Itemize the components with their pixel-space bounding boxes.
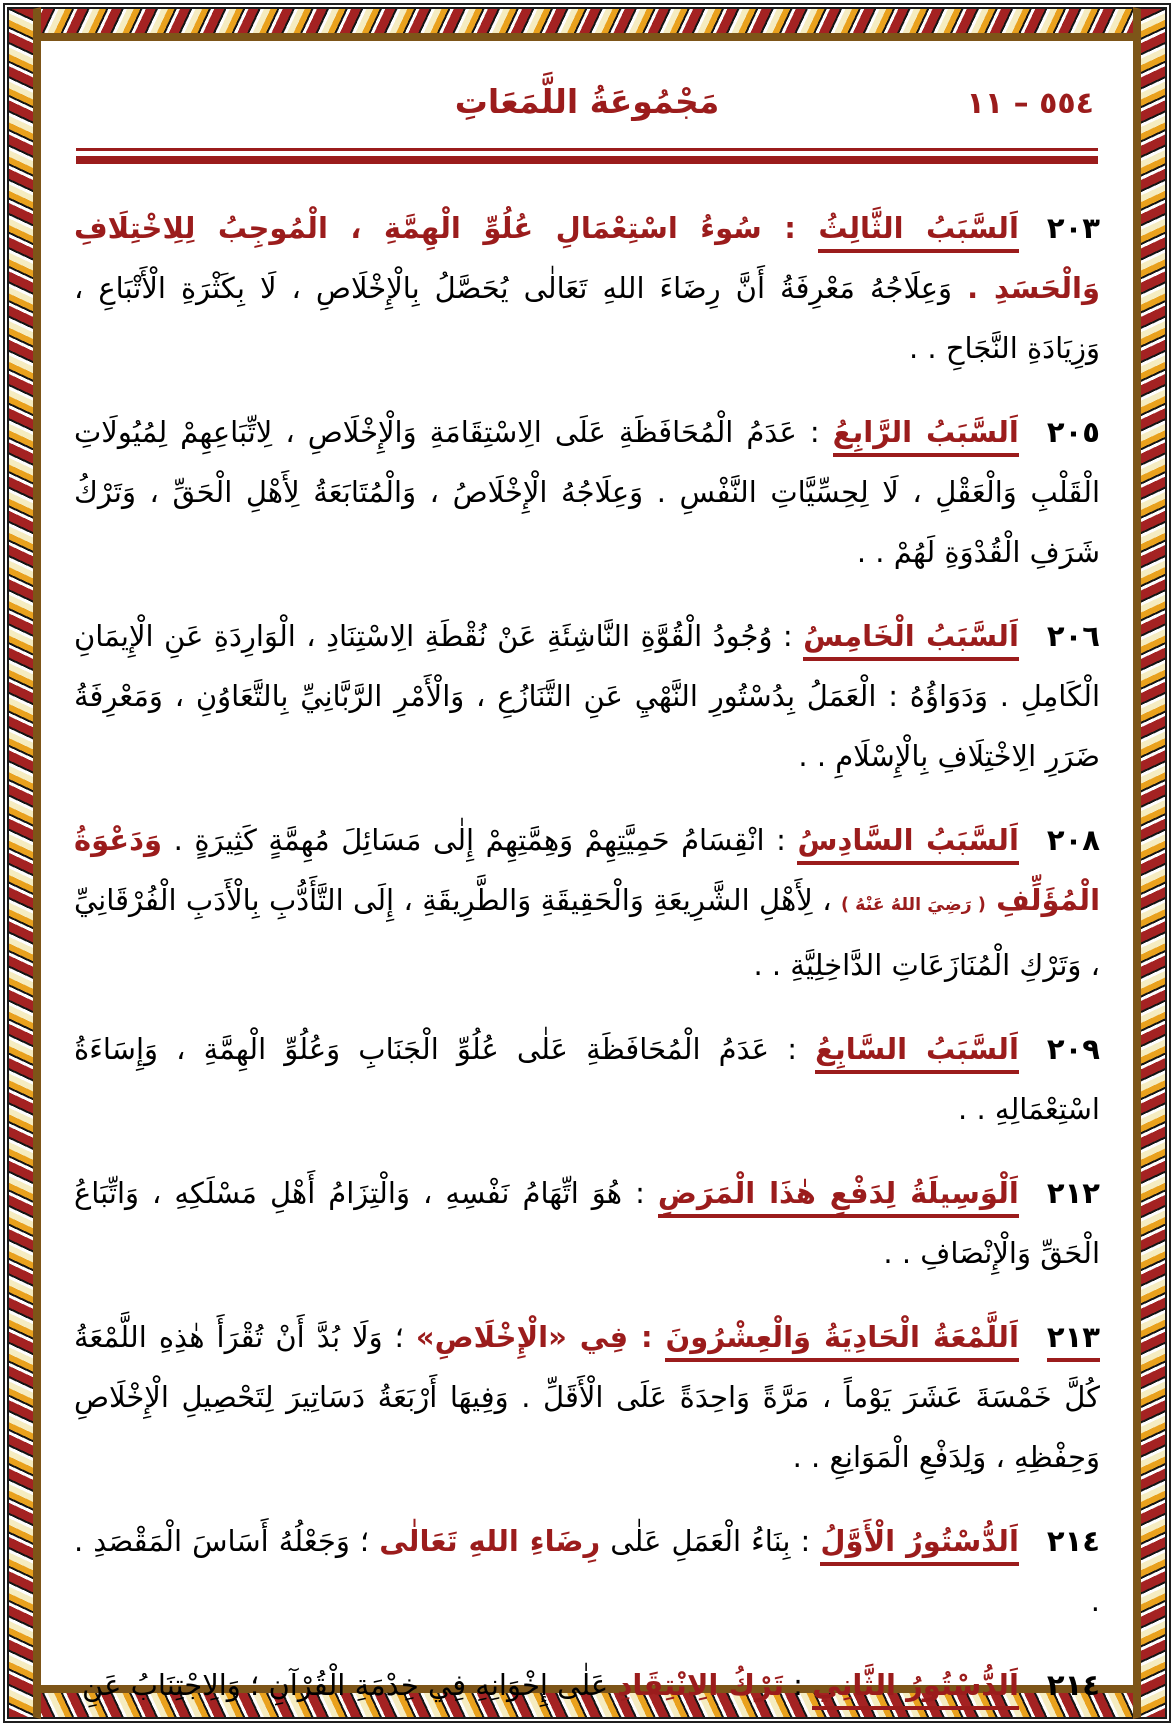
entry-205 [74,402,1100,582]
border-top-ornament [7,7,1167,41]
body-text: : هُوَ اتِّهَامُ نَفْسِهِ ، وَالْتِزَامُ أَهْلِ مَسْلَكِهِ ، وَاتِّبَاعُ الْحَقِّ وَالْإِنْصَافِ . . [74,1176,1100,1270]
border-right-ornament [1133,7,1167,1719]
body-text: : بِنَاءُ الْعَمَلِ عَلٰى [600,1524,821,1558]
entry-number: ٢٠٥ [1046,415,1100,449]
page-content [50,48,1124,1702]
section-heading: اَلسَّبَبُ السَّادِسُ [797,823,1018,865]
entry-208 [74,810,1100,995]
red-phrase: تَرْكُ الِانْتِقَادِ [617,1668,784,1702]
body-text: ؛ وَلَا بُدَّ أَنْ تُقْرَأَ هٰذِهِ اللَّمْعَةُ كُلَّ خَمْسَةَ عَشَرَ يَوْماً ، مَرَّةً وَاحِدَةً عَلَى الْأَقَلِّ . وَفِيهَا أَرْبَعَةُ دَسَاتِيرَ لِتَحْصِيلِ الْإِخْلَاصِ وَحِفْظِهِ ، وَلِدَفْعِ الْمَوَانِعِ . . [74,1320,1100,1474]
entry-number: ٢٠٩ [1046,1032,1100,1066]
body-text: : [783,1668,813,1702]
entry-209 [74,1019,1100,1139]
entry-number: ٢١٢ [1046,1176,1100,1210]
border-left-ornament [7,7,41,1719]
author-honorific-seal: ( رَضِيَ اللهُ عَنْهُ ) [840,895,986,915]
section-heading: اَلسَّبَبُ الرَّابِعُ [833,415,1019,457]
red-phrase: رِضَاءِ اللهِ تَعَالٰى [379,1524,601,1558]
heading-tail-red: : فِي «الْإِخْلَاصِ» [415,1320,666,1354]
entry-number: ٢١٤ [1046,1524,1100,1558]
entry-214-second [74,1655,1100,1715]
body-text: عَلٰى إِخْوَانِهِ فِي خِدْمَةِ الْقُرْآنِ ؛ وَالِاجْتِنَابُ عَنِ [82,1668,618,1702]
entry-number: ٢٠٦ [1046,619,1100,653]
page-header [74,78,1100,134]
entry-206 [74,606,1100,786]
entry-number: ٢١٤ [1046,1668,1100,1702]
body-text: : وُجُودُ الْقُوَّةِ النَّاشِئَةِ عَنْ نُقْطَةِ الِاسْتِنَادِ ، الْوَارِدَةِ عَنِ الْإِيمَانِ الْكَامِلِ . وَدَوَاؤُهُ : الْعَمَلُ بِدُسْتُورِ النَّهْيِ عَنِ التَّنَازُعِ ، وَالْأَمْرِ الرَّبَّانِيِّ بِالتَّعَاوُنِ ، وَمَعْرِفَةُ ضَرَرِ الِاخْتِلَافِ بِالْإِسْلَامِ . . [74,619,1100,773]
section-heading: اَلسَّبَبُ السَّابِعُ [815,1032,1019,1074]
entry-213 [74,1307,1100,1487]
body-text: وَعِلَاجُهُ مَعْرِفَةُ أَنَّ رِضَاءَ اللهِ تَعَالٰى يُحَصَّلُ بِالْإِخْلَاصِ ، لَا بِكَثْرَةِ الْأَتْبَاعِ ، وَزِيَادَةِ النَّجَاحِ . . [74,271,1100,365]
body-text: ، لِأَهْلِ الشَّرِيعَةِ وَالْحَقِيقَةِ وَالطَّرِيقَةِ ، إِلَى التَّأَدُّبِ بِالْأَدَبِ الْفُرْقَانِيِّ ، وَتَرْكِ الْمُنَازَعَاتِ الدَّاخِلِيَّةِ . . [74,883,1100,982]
entry-203 [74,198,1100,378]
entry-number: ٢١٣ [1047,1320,1100,1362]
section-heading: اَلسَّبَبُ الْخَامِسُ [803,619,1019,661]
section-heading: اَللَّمْعَةُ الْحَادِيَةُ وَالْعِشْرُونَ [665,1320,1018,1362]
entry-214-first [74,1511,1100,1631]
body-text: : عَدَمُ الْمُحَافَظَةِ عَلٰى عُلُوِّ الْجَنَابِ وَعُلُوِّ الْهِمَّةِ ، وَإِسَاءَةُ اسْتِعْمَالِهِ . . [74,1032,1100,1126]
header-double-rule [76,148,1098,164]
heading-tail-red: : سُوءُ اسْتِعْمَالِ عُلُوِّ الْهِمَّةِ ، الْمُوجِبُ لِلِاخْتِلَافِ وَالْحَسَدِ . [74,211,1101,305]
entry-number: ٢٠٨ [1046,823,1101,857]
section-heading: اَلسَّبَبُ الثَّالِثُ [818,211,1019,253]
section-heading: اَلدُّسْتُورُ الْأَوَّلُ [820,1524,1019,1566]
section-heading: اَلْوَسِيلَةُ لِدَفْعِ هٰذَا الْمَرَضِ [658,1176,1019,1218]
body-text: : عَدَمُ الْمُحَافَظَةِ عَلَى الِاسْتِقَامَةِ وَالْإِخْلَاصِ ، لِاتِّبَاعِهِمْ لِمُيُولَاتِ الْقَلْبِ وَالْعَقْلِ ، لَا لِحِسِّيَّاتِ النَّفْسِ . وَعِلَاجُهُ الْإِخْلَاصُ ، وَالْمُتَابَعَةُ لِأَهْلِ الْحَقِّ ، وَتَرْكُ شَرَفِ الْقُدْوَةِ لَهُمْ . . [74,415,1100,569]
red-phrase: وَدَعْوَةُ الْمُؤَلِّفِ [74,823,1101,917]
section-heading: اَلدُّسْتُورُ الثَّانِي [812,1668,1019,1710]
entry-212 [74,1163,1100,1283]
page-title: مَجْمُوعَةُ اللَّمَعَاتِ [454,82,720,121]
page-number: ٥٥٤ – ١١ [966,86,1094,121]
entry-number: ٢٠٣ [1046,211,1101,245]
body-text: : انْقِسَامُ حَمِيَّتِهِمْ وَهِمَّتِهِمْ إِلٰى مَسَائِلَ مُهِمَّةٍ كَثِيرَةٍ . [162,823,798,857]
body-text: ؛ وَجَعْلُهُ أَسَاسَ الْمَقْصَدِ . . [74,1524,1100,1618]
